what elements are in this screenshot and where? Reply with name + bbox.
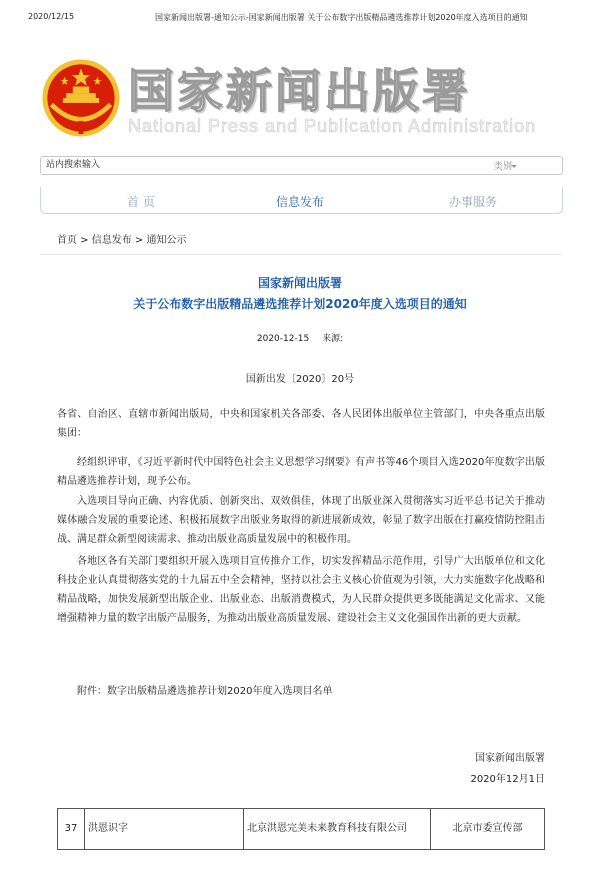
content-divider (40, 254, 561, 255)
document-title: 关于公布数字出版精品遴选推荐计划2020年度入选项目的通知 (133, 297, 467, 311)
site-search-bar (40, 156, 563, 175)
main-nav (40, 187, 563, 214)
signature-org: 国家新闻出版署 (475, 753, 545, 764)
print-page-title: 国家新闻出版署-通知公示-国家新闻出版署 关于公布数字出版精品遴选推荐计划2020年度入选项目的通知 (155, 13, 528, 22)
document-number: 国新出发〔2020〕20号 (245, 374, 355, 385)
table-row (58, 809, 545, 850)
search-category-select[interactable]: 类别 (494, 159, 512, 172)
paragraph-requirements: 各地区各有关部门要组织开展入选项目宣传推介工作，切实发挥精品示范作用，引导广大出版单位和文化科技企业认真贯彻落实党的十九届五中全会精神，坚持以社会主义核心价值观为引领，大力实施数字化战略和精品战略，加快发展新型出版企业、出版业态、出版消费模式，为人民群众提供更多既能满足文化需求、又能增强精神力量的数字出版产品服务，为推动出版业高质量发展、建设社会主义文化强国作出新的更大贡献。 (57, 556, 545, 624)
cell-organization: 北京洪恩完美未来教育科技有限公司 (244, 809, 431, 850)
print-header (0, 12, 600, 26)
publish-date: 2020-12-15 (256, 334, 310, 344)
paragraph-addressees: 各省、自治区、直辖市新闻出版局，中央和国家机关各部委、各人民团体出版单位主管部门，中央各重点出版集团： (57, 409, 545, 439)
nav-item-services[interactable]: 办事服务 (449, 195, 498, 209)
paragraph-announcement: 经组织评审，《习近平新时代中国特色社会主义思想学习纲要》有声书等46个项目入选2020年度数字出版精品遴选推荐计划，现予公布。 (57, 457, 545, 487)
attachment-link[interactable]: 附件：数字出版精品遴选推荐计划2020年度入选项目名单 (77, 686, 333, 697)
site-banner (40, 55, 560, 140)
cell-project-name: 洪恩识字 (85, 809, 244, 850)
document-title-issuer: 国家新闻出版署 (257, 276, 342, 290)
project-list-table (57, 808, 545, 850)
signature-date: 2020年12月1日 (470, 774, 545, 785)
site-name: 国家新闻出版署 (128, 64, 471, 118)
breadcrumb[interactable]: 首页 > 信息发布 > 通知公示 (57, 235, 187, 246)
search-input[interactable] (46, 158, 426, 172)
nav-item-info-release[interactable]: 信息发布 (276, 195, 325, 209)
nav-item-home[interactable]: 首 页 (127, 195, 155, 209)
print-date: 2020/12/15 (28, 12, 75, 21)
national-emblem-icon (40, 57, 122, 139)
site-name-english: National Press and Publication Administration (128, 116, 537, 136)
cell-department: 北京市委宣传部 (431, 809, 545, 850)
paragraph-significance: 入选项目导向正确、内容优质、创新突出、双效俱佳，体现了出版业深入贯彻落实习近平总书记关于推动媒体融合发展的重要论述、积极拓展数字出版业务取得的新进展新成效，彰显了数字出版在打赢疫情防控阻击战、满足群众新型阅读需求、推动出版业高质量发展中的积极作用。 (57, 496, 545, 545)
source-label: 来源: (322, 334, 344, 344)
cell-number: 37 (58, 809, 85, 850)
document-meta (0, 331, 600, 344)
